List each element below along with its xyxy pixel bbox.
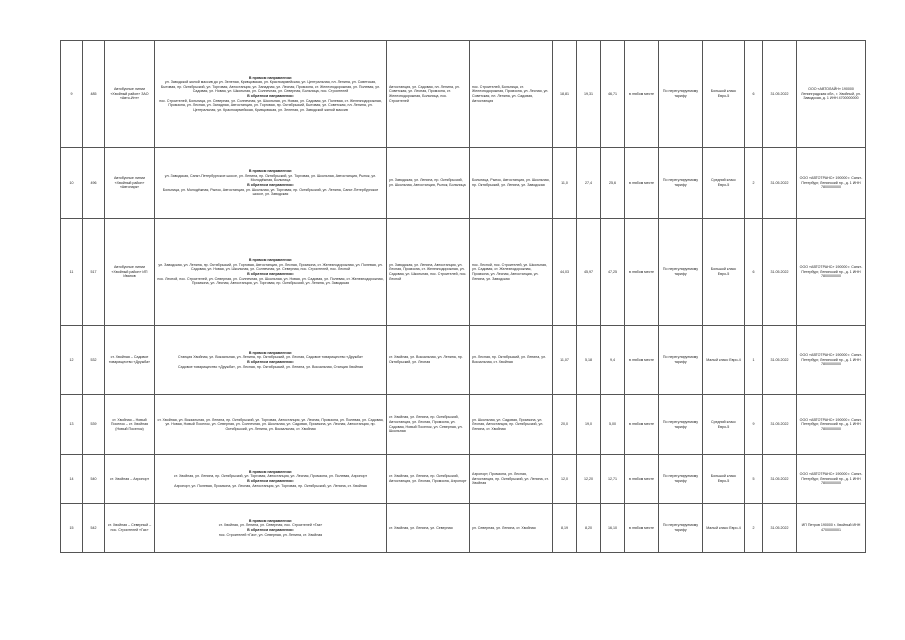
vehicle-count: 1 [745,326,763,395]
route-description [155,148,387,219]
length-c: 46,71 [601,41,625,148]
stop-rule: в любом месте [625,326,659,395]
stops-backward: пос. Строителей, Больница, ст. Железнодорожная, Промзона, ул. Лесная, ул. Советская, пл. Ленина, ул. Садовая, Автостанция [470,41,553,148]
stops-backward: ул. Лесная, пр. Октябрьский, ул. Ленина, ул. Вокзальная, ст. Хвойная [470,326,553,395]
direction-title: В прямом направлении: [248,469,293,474]
row-number: 11 [61,219,83,326]
length-a: 8,19 [553,504,577,553]
row-number: 12 [61,326,83,395]
direction-path: пос. Лесной, пос. Строителей, ул. Северная, ул. Солнечная, ул. Школьная, ул. Новая, ул. Садовая, ул. Полевая, ст. Железнодорожная, Промзона, ул. Лесная, Автостанция, ул. Торговая, пр. Октябрьский, ул. Ленина, ул. Заводская [157,276,384,286]
vehicle-count: 9 [745,395,763,455]
start-date: 31.05.2022 [763,395,797,455]
route-description [155,504,387,553]
route-name: ст. Хвойная – Северный – пос. Строителей «Газ» [105,504,155,553]
route-description [155,219,387,326]
tariff-type: По нерегулируемому тарифу [659,219,703,326]
stop-rule: в любом месте [625,455,659,504]
vehicle-count: 6 [745,41,763,148]
carrier-info: ИП Петров 190000 г. Хвойный ИНН 4700000001 [797,504,866,553]
route-name: Автобусные линии «Хвойный район» ЗАО «Авто-Инт» [105,41,155,148]
direction-path: пос. Строителей «Газ», ул. Северная, ул. Ленина, ст. Хвойная [218,532,323,537]
direction-path: ул. Заводская, ул. Ленина, пр. Октябрьский, ул. Торговая, Автостанция, ул. Лесная, Промзона, ст. Железнодорожная, ул. Полевая, ул. Садовая, ул. Новая, ул. Школьная, ул. Солнечная, ул. Северная, пос. Строителей, пос. Лесной [158,262,383,272]
route-registry-sheet [60,40,865,553]
direction-title: В обратном направлении: [247,94,294,98]
route-code: 485 [83,41,105,148]
direction-title: В обратном направлении: [247,360,294,364]
direction-title: В прямом направлении: [248,518,293,523]
direction-path: ст. Хвойная, ул. Ленина, пр. Октябрьский, ул. Торговая, Автостанция, ул. Лесная, Промзона, ул. Полевая, Аэропорт [173,474,368,479]
table-row [61,326,866,395]
length-c: 16,10 [601,504,625,553]
route-code: 539 [83,395,105,455]
stops-backward: ул. Школьная, ул. Садовая, Промзона, ул. Лесная, Автостанция, пр. Октябрьский, ул. Ленина, ст. Хвойная [470,395,553,455]
direction-path: Садовое товарищество «Дружба», ул. Лесная, пр. Октябрьский, ул. Ленина, ул. Вокзальная, Станция Хвойная [178,364,363,369]
route-description [155,395,387,455]
route-description [155,326,387,395]
tariff-type: По нерегулируемому тарифу [659,455,703,504]
vehicle-class: Малый класс Евро-4 [703,504,745,553]
route-description [155,41,387,148]
length-c: 47,25 [601,219,625,326]
direction-path: ст. Хвойная, ул. Вокзальная, ул. Ленина, пр. Октябрьский, ул. Торговая, Автостанция, ул. Лесная, Промзона, ул. Полевая, ул. Садовая, ул. Новая, Новый Поселок, ул. Северная, ул. Солнечная, ул. Школьная, ул. Садовая, Промзона, ул. Лесная, Автостанция, пр. Октябрьский, ул. Ленина, ул. Вокзальная, ст. Хвойная [157,417,384,431]
stops-forward: ст. Хвойная, ул. Ленина, пр. Октябрьский, Автостанция, ул. Лесная, Промзона, ул. Садовая, Новый Поселок, ул. Северная, ул. Школьная [387,395,470,455]
route-registry-table [60,40,866,553]
vehicle-class: Средний класс Евро-5 [703,148,745,219]
route-code: 532 [83,326,105,395]
vehicle-count: 2 [745,504,763,553]
start-date: 31.05.2022 [763,455,797,504]
table-row [61,455,866,504]
carrier-info: ООО «АВТОЛАЙН» 190000 Ленинградская обл., г. Хвойный, ул. Заводская, д. 1 ИНН 4700000000 [797,41,866,148]
direction-title: В прямом направлении: [248,169,293,174]
length-a: 11,07 [553,326,577,395]
length-a: 44,03 [553,219,577,326]
stops-forward: ст. Хвойная, ул. Ленина, пр. Октябрьский, Автостанция, ул. Лесная, Промзона, Аэропорт [387,455,470,504]
table-row [61,148,866,219]
vehicle-class: Большой класс Евро-5 [703,41,745,148]
route-name: Автобусные линии «Хвойный район» ИП Иванов [105,219,155,326]
vehicle-class: Большой класс Евро-5 [703,455,745,504]
length-a: 11,0 [553,148,577,219]
stop-rule: в любом месте [625,219,659,326]
length-a: 12,0 [553,455,577,504]
start-date: 31.05.2022 [763,41,797,148]
stops-backward: Аэропорт, Промзона, ул. Лесная, Автостанция, пр. Октябрьский, ул. Ленина, ст. Хвойная [470,455,553,504]
route-code: 496 [83,148,105,219]
start-date: 31.05.2022 [763,326,797,395]
stops-forward: ул. Заводская, ул. Ленина, пр. Октябрьский, ул. Школьная, Автостанция, Рынок, Больница [387,148,470,219]
length-b: 45,97 [577,219,601,326]
start-date: 31.05.2022 [763,219,797,326]
route-code: 517 [83,219,105,326]
route-name: Автобусные линии «Хвойный район» «Автопарк» [105,148,155,219]
direction-path: пос. Строителей, Больница, ул. Северная, ул. Солнечная, ул. Школьная, ул. Новая, ул. Садовая, ул. Полевая, ст. Железнодорожная, Промзона, ул. Лесная, ул. Западная, Автостанция, ул. Торговая, пр. Октябрьский, Бытовая, ул. Советская, пл. Ленина, ул. Центральная, ул. Красноармейская, Кривцовская, ул. Зеленая, ул. Заводской жилой массив [159,98,382,112]
direction-path: Больница, ул. Молодёжная, Рынок, Автостанция, ул. Школьная, ул. Торговая, пр. Октябрьский, ул. Ленина, Санкт-Петербургское шоссе, ул. Заводская [162,187,379,197]
direction-title: В обратном направлении: [247,272,294,276]
carrier-info: ООО «АВТОТРАНС» 190000 г. Санкт-Петербург, Ленинский пр., д. 1 ИНН 7800000000 [797,455,866,504]
tariff-type: По нерегулируемому тарифу [659,41,703,148]
length-b: 27,4 [577,148,601,219]
row-number: 13 [61,395,83,455]
tariff-type: По нерегулируемому тарифу [659,148,703,219]
table-row [61,41,866,148]
stop-rule: в любом месте [625,41,659,148]
length-b: 12,20 [577,455,601,504]
stops-forward: Автостанция, ул. Садовая, пл. Ленина, ул. Советская, ул. Лесная, Промзона, ст. Железнодорожная, Больница, пос. Строителей [387,41,470,148]
length-b: 5,18 [577,326,601,395]
length-c: 9,4 [601,326,625,395]
carrier-info: ООО «АВТОТРАНС» 190000 г. Санкт-Петербург, Ленинский пр., д. 1 ИНН 7800000000 [797,395,866,455]
length-b: 19,0 [577,395,601,455]
length-a: 18,81 [553,41,577,148]
stops-backward: ул. Северная, ул. Ленина, ст. Хвойная [470,504,553,553]
stops-forward: ул. Заводская, ул. Ленина, Автостанция, ул. Лесная, Промзона, ст. Железнодорожная, ул. Садовая, ул. Школьная, пос. Строителей, пос. Лесной [387,219,470,326]
table-row [61,219,866,326]
table-row [61,504,866,553]
vehicle-count: 6 [745,219,763,326]
length-c: 5,00 [601,395,625,455]
direction-path: ст. Хвойная, ул. Ленина, ул. Северная, пос. Строителей «Газ» [218,523,323,528]
table-row [61,395,866,455]
start-date: 31.05.2022 [763,504,797,553]
direction-path: ул. Заводская, Санкт-Петербургское шоссе, ул. Ленина, пр. Октябрьский, ул. Торговая, ул. Школьная, Автостанция, Рынок, ул. Молодёжная, Больница [164,173,377,183]
vehicle-count: 2 [745,148,763,219]
row-number: 9 [61,41,83,148]
direction-title: В прямом направлении: [248,75,293,80]
direction-path: ул. Заводской жилой массив до ул. Зеленая, Кривцовская, ул. Красноармейская, ул. Центральная, пл. Ленина, ул. Советская, Бытовая, пр. Октябрьский, ул. Торговая, Автостанция, ул. Западная, ул. Лесная, Промзона, ст. Железнодорожная, ул. Полевая, ул. Садовая, ул. Новая, ул. Школьная, ул. Солнечная, ул. Северная, Больница, пос. Строителей [160,80,381,94]
carrier-info: ООО «АВТОТРАНС» 190000 г. Санкт-Петербург, Ленинский пр., д. 1 ИНН 7800000000 [797,148,866,219]
row-number: 14 [61,455,83,504]
direction-path: Станция Хвойная, ул. Вокзальная, ул. Ленина, пр. Октябрьский, ул. Лесная, Садовое товарищество «Дружба» [178,355,363,360]
route-name: ст. Хвойная – Садовое товарищество «Дружба» [105,326,155,395]
stops-forward: ст. Хвойная, ул. Ленина, ул. Северная [387,504,470,553]
route-name: ст. Хвойная – Аэропорт [105,455,155,504]
direction-path: Аэропорт, ул. Полевая, Промзона, ул. Лесная, Автостанция, ул. Торговая, пр. Октябрьский, ул. Ленина, ст. Хвойная [174,483,367,488]
vehicle-class: Большой класс Евро-5 [703,219,745,326]
stops-backward: Больница, Рынок, Автостанция, ул. Школьная, пр. Октябрьский, ул. Ленина, ул. Заводская [470,148,553,219]
stop-rule: в любом месте [625,395,659,455]
vehicle-class: Средний класс Евро-5 [703,395,745,455]
length-c: 12,71 [601,455,625,504]
direction-title: В прямом направлении: [248,350,293,355]
carrier-info: ООО «АВТОТРАНС» 190000 г. Санкт-Петербург, Ленинский пр., д. 1 ИНН 7800000000 [797,219,866,326]
length-a: 20,0 [553,395,577,455]
tariff-type: По нерегулируемому тарифу [659,326,703,395]
length-b: 19,31 [577,41,601,148]
length-c: 25,6 [601,148,625,219]
direction-title: В обратном направлении: [247,479,294,483]
route-name: ст. Хвойная – Новый Поселок – ст. Хвойная (Новый Поселок) [105,395,155,455]
start-date: 31.05.2022 [763,148,797,219]
tariff-type: По нерегулируемому тарифу [659,395,703,455]
vehicle-count: 5 [745,455,763,504]
stop-rule: в любом месте [625,148,659,219]
stops-backward: пос. Лесной, пос. Строителей, ул. Школьная, ул. Садовая, ст. Железнодорожная, Промзона, ул. Лесная, Автостанция, ул. Ленина, ул. Заводская [470,219,553,326]
carrier-info: ООО «АВТОТРАНС» 190000 г. Санкт-Петербург, Ленинский пр., д. 1 ИНН 7800000000 [797,326,866,395]
direction-title: В прямом направлении: [248,258,293,263]
length-b: 8,20 [577,504,601,553]
direction-title: В обратном направлении: [247,528,294,532]
route-code: 540 [83,455,105,504]
row-number: 10 [61,148,83,219]
tariff-type: По нерегулируемому тарифу [659,504,703,553]
vehicle-class: Малый класс Евро-4 [703,326,745,395]
stop-rule: в любом месте [625,504,659,553]
route-code: 542 [83,504,105,553]
stops-forward: ст. Хвойная, ул. Вокзальная, ул. Ленина, пр. Октябрьский, ул. Лесная [387,326,470,395]
row-number: 15 [61,504,83,553]
route-description [155,455,387,504]
direction-title: В обратном направлении: [247,183,294,187]
